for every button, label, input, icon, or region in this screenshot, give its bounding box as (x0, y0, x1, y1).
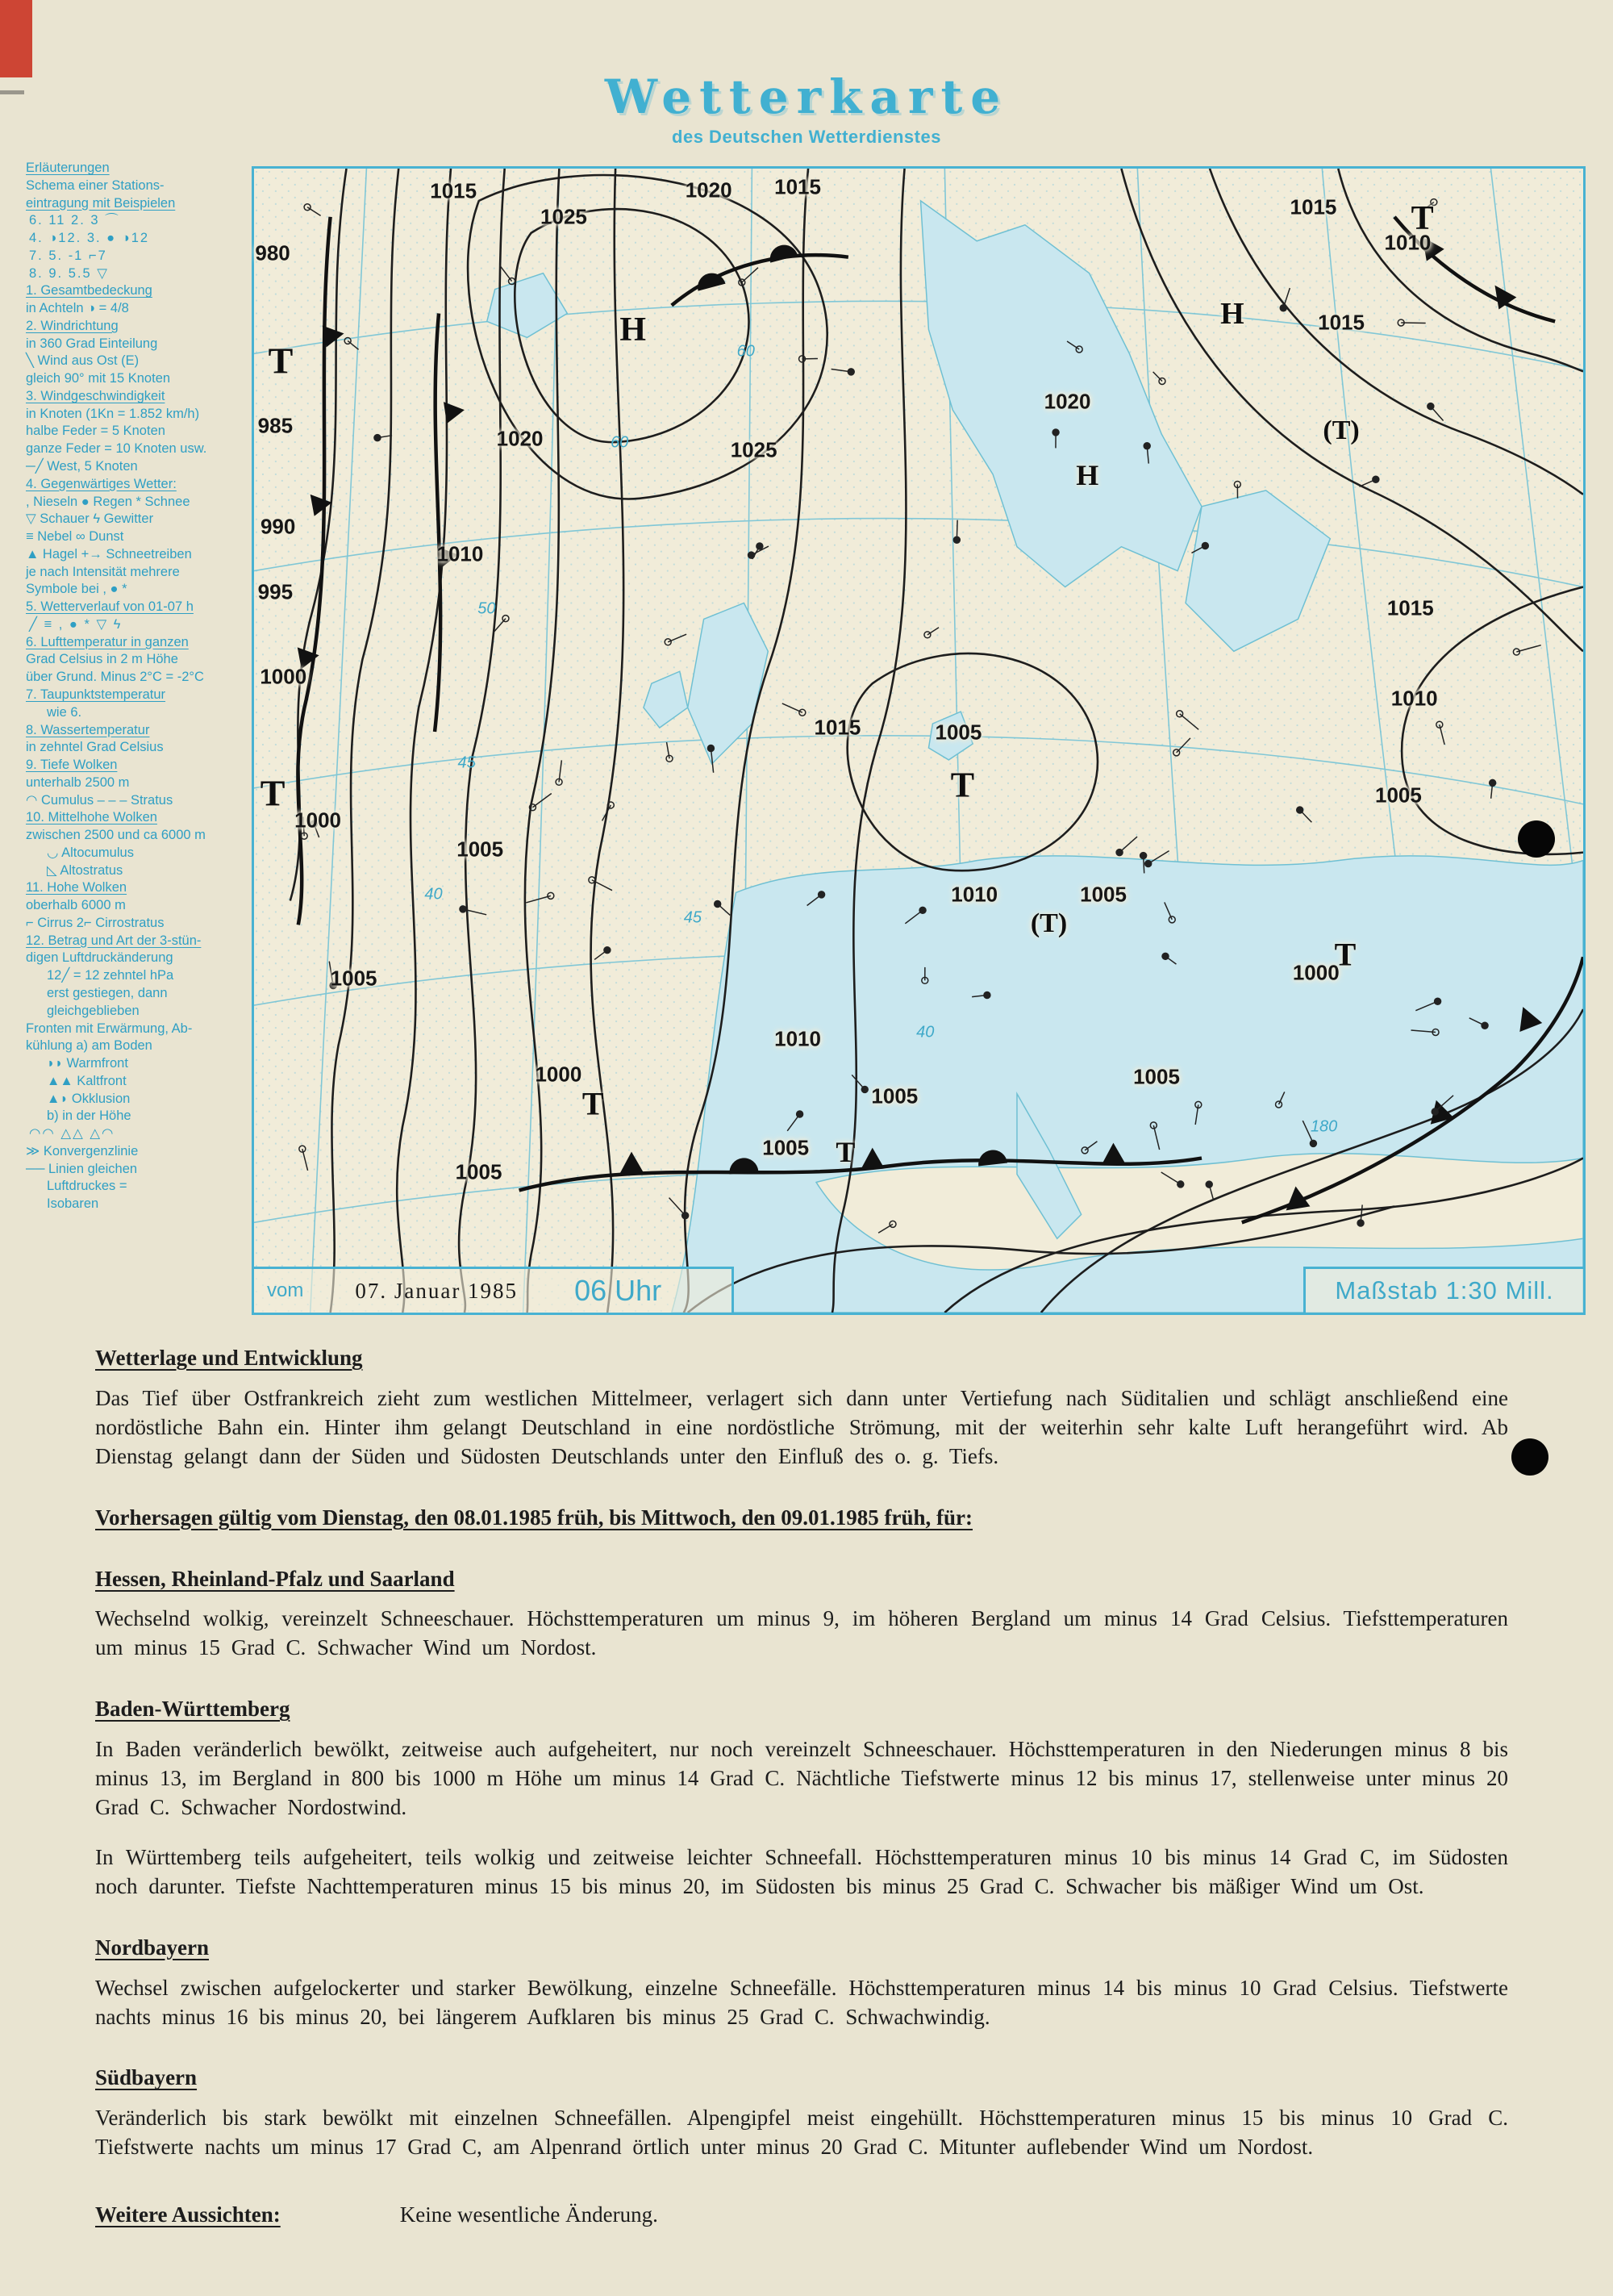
pressure-center: H (619, 311, 647, 349)
legend-line: ≫ Konvergenzlinie (26, 1143, 139, 1158)
grid-label: 50 (477, 599, 496, 618)
map-scale: Maßstab 1:30 Mill. (1335, 1276, 1554, 1305)
legend-line: eintragung mit Beispielen (26, 195, 176, 211)
map-time: 06 Uhr (574, 1274, 662, 1307)
legend-line: ◡ Altocumulus (47, 845, 134, 860)
isobar-label: 1000 (535, 1062, 582, 1087)
legend-line: ▲▲ Kaltfront (47, 1073, 127, 1088)
legend-line: 6. Lufttemperatur in ganzen (26, 634, 189, 649)
legend-line: kühlung a) am Boden (26, 1038, 152, 1054)
legend-line: 12. Betrag und Art der 3-stün- (26, 933, 202, 948)
legend-line: Isobaren (47, 1196, 99, 1212)
grid-label: 45 (683, 908, 702, 927)
legend-line: zwischen 2500 und ca 6000 m (26, 828, 206, 843)
legend-line: Schema einer Stations- (26, 177, 165, 193)
forecast-section (95, 2201, 1508, 2230)
isobar-label: 1005 (871, 1083, 919, 1108)
legend-line: 10. Mittelhohe Wolken (26, 810, 157, 825)
pressure-center: T (260, 772, 286, 814)
section-inline-text: Keine wesentliche Änderung. (399, 2202, 658, 2227)
legend-line: 1. Gesamtbedeckung (26, 283, 152, 298)
isobar-label: 1015 (814, 715, 861, 740)
legend-line: in Achteln ◑ = 4/8 (26, 301, 129, 316)
isobar-label: 995 (257, 579, 294, 604)
isobar-label: 1015 (430, 178, 477, 203)
map-label-overlay (254, 169, 1583, 1313)
legend-line: wie 6. (47, 704, 82, 720)
legend-line: 8. Wassertemperatur (26, 722, 150, 737)
isobar-label: 1005 (935, 720, 982, 745)
legend-line: 5. Wetterverlauf von 01-07 h (26, 599, 194, 615)
isobar-label: 1005 (762, 1135, 810, 1160)
legend-line: ⌐ Cirrus 2⌐ Cirrostratus (26, 915, 165, 930)
map-date: 07. Januar 1985 (355, 1278, 519, 1303)
section-heading: Baden-Württemberg (95, 1697, 290, 1722)
isobar-label: 1015 (1386, 595, 1434, 620)
isobar-label: 1010 (774, 1026, 821, 1051)
section-paragraph: Wechselnd wolkig, vereinzelt Schneeschauer. Höchsttemperaturen um minus 9, im höheren Bergland um minus 14 Grad Celsius. Tiefsttemperaturen um minus 15 Grad C. Schwacher Wind um Nordost. (95, 1606, 1508, 1660)
grid-label: 60 (611, 433, 629, 452)
weather-map (252, 166, 1586, 1315)
page-title: Wetterkarte (604, 69, 1009, 124)
isobar-label: 1010 (1384, 230, 1432, 255)
section-heading: Südbayern (95, 2065, 198, 2090)
isobar-label: 1015 (1290, 194, 1337, 219)
grid-label: 60 (736, 342, 755, 361)
legend-line: 7. Taupunktstemperatur (26, 687, 166, 702)
forecast-section (95, 1504, 1508, 1533)
isobar-label: 1015 (774, 174, 821, 199)
section-paragraph: Veränderlich bis stark bewölkt mit einzelnen Schneefällen. Alpengipfel meist eingehüllt. Höchsttemperaturen minus 15 bis minus 10 Grad C. Tiefstwerte nachts um minus 17 Grad C, am Alpenrand örtlich unter minus 20 Grad C. Mitunter auflebender Wind um Nordost. (95, 2106, 1508, 2160)
legend-line: in 360 Grad Einteilung (26, 336, 158, 351)
forecast-section (95, 1565, 1508, 1664)
red-corner-mark (0, 0, 32, 77)
isobar-label: 1005 (1375, 783, 1422, 808)
legend-line: ganze Feder = 10 Knoten usw. (26, 441, 207, 457)
legend-line: ◗◗ Warmfront (47, 1056, 128, 1071)
section-heading: Nordbayern (95, 1935, 209, 1960)
legend-line: ╱ ≡ , ● * ▽ ϟ (29, 616, 123, 632)
pressure-center: T (836, 1136, 856, 1169)
pressure-center: (T) (1030, 908, 1068, 938)
isobar-label: 1020 (685, 177, 732, 202)
isobar-label: 1005 (1080, 882, 1127, 907)
legend-line: ▲◗ Okklusion (47, 1091, 131, 1106)
section-heading: Wetterlage und Entwicklung (95, 1346, 363, 1370)
legend (26, 160, 250, 1213)
isobar-label: 980 (255, 240, 290, 265)
legend-line: halbe Feder = 5 Knoten (26, 424, 165, 439)
grid-label: 40 (916, 1023, 935, 1042)
legend-line: 8. 9. 5.5 ▽ (29, 265, 109, 281)
legend-line: über Grund. Minus 2°C = -2°C (26, 670, 204, 685)
pressure-center: T (581, 1085, 604, 1121)
page-header (0, 69, 1613, 148)
legend-line: ◠ Cumulus – – – Stratus (26, 792, 173, 808)
legend-line: in zehntel Grad Celsius (26, 740, 164, 755)
legend-line: je nach Intensität mehrere (26, 564, 180, 579)
legend-line: 12╱ = 12 zehntel hPa (47, 968, 174, 983)
legend-line: 4. Gegenwärtiges Wetter: (26, 476, 177, 491)
legend-line: gleichgeblieben (47, 1003, 140, 1018)
isobar-label: 1005 (330, 966, 377, 991)
legend-line: 7. 5. -1 ⌐7 (29, 248, 107, 263)
map-date-box (252, 1267, 734, 1315)
isobar-label: 1000 (1292, 960, 1340, 985)
section-paragraph: Wechsel zwischen aufgelockerter und starker Bewölkung, einzelne Schneefälle. Höchsttemperaturen minus 14 bis minus 10 Grad Celsius. Tiefstwerte nachts minus 16 bis minus 20, bei längerem Aufklaren bis minus 25 Grad C. Schwachwindig. (95, 1975, 1508, 2029)
pressure-center: T (1334, 936, 1357, 973)
legend-line: erst gestiegen, dann (47, 985, 168, 1000)
legend-line: 6. 11 2. 3 ⌒ (29, 213, 120, 228)
punch-hole (1511, 1438, 1548, 1476)
legend-lines (26, 160, 250, 1213)
isobar-label: 1015 (1318, 310, 1365, 335)
legend-line: 2. Windrichtung (26, 318, 119, 333)
legend-line: Luftdruckes = (47, 1179, 127, 1194)
forecast-section (95, 2064, 1508, 2162)
legend-line: ▽ Schauer ϟ Gewitter (26, 511, 154, 527)
grid-label: 45 (457, 754, 476, 772)
section-paragraph: In Baden veränderlich bewölkt, zeitweise auch aufgeheitert, nur noch vereinzelt Schneeschauer. Höchsttemperaturen in den Niederungen minus 8 bis minus 13, im Bergland in 800 bis 1000 m Höhe um minus 14 Grad C. Nächtliche Tiefstwerte minus 12 bis minus 17, stellenweise unter minus 20 Grad C. Schwacher Nordostwind. (95, 1737, 1508, 1819)
isobar-label: 1025 (730, 437, 777, 462)
section-paragraph: In Württemberg teils aufgeheitert, teils wolkig und zeitweise leichter Schneefall. Höchsttemperaturen minus 10 bis minus 14 Grad C, im Südosten noch darunter. Tiefste Nachttemperaturen minus 15 bis minus 20, im Südosten bis minus 25 Grad C. Schwacher bis mäßiger Wind um Ost. (95, 1844, 1508, 1898)
isobar-label: 1000 (294, 808, 342, 833)
forecast-section (95, 1344, 1508, 1472)
isobar-label: 990 (260, 514, 296, 539)
forecast-sections (95, 1344, 1508, 2230)
pressure-center: H (1076, 459, 1099, 492)
isobar-label: 985 (257, 413, 294, 438)
legend-line: unterhalb 2500 m (26, 774, 130, 790)
legend-line: ◠◠ △△ △◠ (29, 1126, 115, 1142)
section-heading: Weitere Aussichten: (95, 2202, 281, 2227)
legend-line: ◺ Altostratus (47, 862, 123, 878)
pressure-center: T (268, 340, 294, 382)
legend-line: ▲ Hagel +→ Schneetreiben (26, 546, 192, 561)
forecast-section (95, 1695, 1508, 1901)
legend-line: in Knoten (1Kn = 1.852 km/h) (26, 406, 200, 421)
legend-line: Symbole bei , ● * (26, 582, 127, 597)
legend-line: Grad Celsius in 2 m Höhe (26, 652, 178, 667)
legend-line: b) in der Höhe (47, 1108, 131, 1124)
map-scale-box (1303, 1267, 1586, 1315)
grid-label: 180 (1310, 1117, 1338, 1136)
pressure-center: T (1411, 200, 1434, 238)
legend-line: ╲ Wind aus Ost (E) (26, 353, 140, 369)
section-heading: Hessen, Rheinland-Pfalz und Saarland (95, 1566, 455, 1591)
page-subtitle: des Deutschen Wetterdienstes (672, 127, 941, 147)
isobar-label: 1020 (1044, 389, 1091, 414)
pressure-center: T (950, 765, 975, 805)
isobar-label: 1000 (260, 664, 307, 689)
isobar-label: 1005 (455, 1159, 502, 1184)
punch-hole (1518, 820, 1555, 858)
isobar-label: 1005 (456, 837, 504, 862)
legend-line: Fronten mit Erwärmung, Ab- (26, 1021, 193, 1036)
legend-line: ─╱ West, 5 Knoten (26, 459, 138, 474)
grid-label: 40 (424, 885, 443, 904)
isobar-label: 1025 (540, 204, 587, 229)
legend-line: , Nieseln ● Regen * Schnee (26, 494, 190, 509)
legend-line: 3. Windgeschwindigkeit (26, 388, 165, 403)
legend-line: 9. Tiefe Wolken (26, 758, 118, 773)
legend-line: oberhalb 6000 m (26, 898, 126, 913)
isobar-label: 1010 (1390, 686, 1438, 711)
legend-line: 11. Hohe Wolken (26, 880, 127, 895)
section-heading: Vorhersagen gültig vom Dienstag, den 08.01.1985 früh, bis Mittwoch, den 09.01.1985 früh, für: (95, 1505, 973, 1530)
pressure-center: H (1220, 297, 1244, 332)
map-date-prefix: vom (267, 1279, 304, 1301)
forecast-section (95, 1934, 1508, 2032)
legend-line: gleich 90° mit 15 Knoten (26, 371, 171, 386)
isobar-label: 1010 (951, 882, 998, 907)
section-paragraph: Das Tief über Ostfrankreich zieht zum westlichen Mittelmeer, verlagert sich dann unter Vertiefung nach Süditalien und schlägt anschließend eine nordöstliche Bahn ein. Hinter ihm gelangt Deutschland in eine nordöstliche Strömung, mit der weiterhin sehr kalte Luft herangeführt wird. Ab Dienstag gelangt dann der Süden und Südosten Deutschlands unter den Einfluß des o. g. Tiefs. (95, 1385, 1508, 1468)
legend-line: digen Luftdruckänderung (26, 950, 173, 966)
legend-line: ≡ Nebel ∞ Dunst (26, 529, 124, 545)
pressure-center: (T) (1323, 415, 1360, 445)
isobar-label: 1005 (1133, 1064, 1180, 1089)
legend-line: 4. ◑12. 3. ● ◑12 (29, 231, 150, 246)
legend-line: Erläuterungen (26, 161, 110, 175)
isobar-label: 1010 (436, 541, 484, 566)
isobar-label: 1020 (496, 426, 544, 451)
legend-line: ── Linien gleichen (26, 1161, 138, 1176)
